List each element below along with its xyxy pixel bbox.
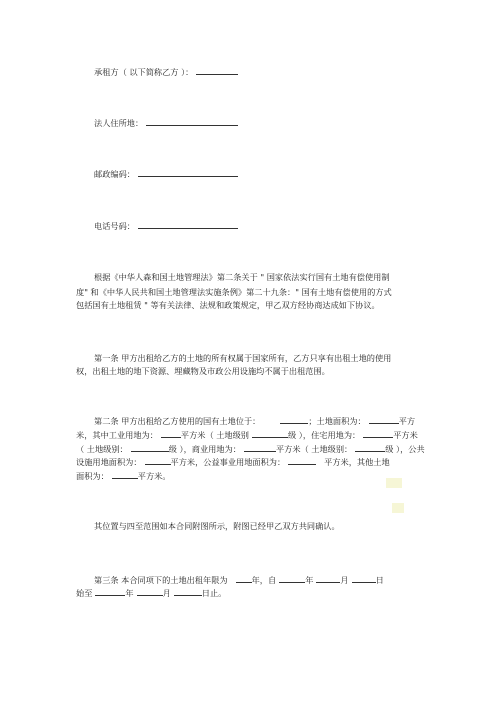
article3-text: 年: [125, 588, 134, 598]
article2-line-2: [76, 429, 418, 441]
article3-text: 日: [375, 575, 384, 585]
article2-text: 级 ），住宅用地为：: [288, 430, 361, 440]
article2-text: 级 ），商业用地为：: [168, 444, 241, 454]
start-day-field[interactable]: [352, 574, 376, 583]
article2-text: 设施用地面积为：: [76, 457, 142, 467]
postal-code-label: 邮政编码：: [94, 169, 135, 179]
preamble-line-2: 度" 和《中华人民共和国土地管理法实施条例》第二十九条：" 国有土地有偿使用的方式: [76, 287, 392, 297]
article2-text: 平方: [398, 416, 416, 426]
article2-text: 级 ），公共: [385, 444, 425, 454]
public-facility-area-field[interactable]: [145, 456, 171, 465]
public-welfare-area-field[interactable]: [288, 456, 316, 465]
land-area-field[interactable]: [369, 415, 399, 424]
lessee-label: 承租方（ 以下简称乙方 ）：: [94, 67, 194, 77]
industrial-area-field[interactable]: [161, 429, 181, 438]
commercial-grade-field[interactable]: [355, 443, 385, 452]
article2-text: 米，其中工业用地为：: [76, 430, 158, 440]
article2-text: 面积为：: [76, 471, 109, 481]
phone-label: 电话号码：: [94, 221, 135, 231]
scan-mark: [392, 503, 404, 513]
article2-line-3: [76, 443, 425, 455]
article2-text: 第二条 甲方出租给乙方使用的国有土地位于：: [94, 416, 261, 426]
article3-text: 始至: [76, 588, 93, 598]
commercial-area-field[interactable]: [244, 443, 276, 452]
industrial-grade-field[interactable]: [252, 429, 288, 438]
legal-address-label: 法人住所地：: [94, 118, 144, 128]
location-note: 其位置与四至范围如本合同附图所示，附图已经甲乙双方共同确认。: [94, 521, 340, 531]
article3-text: 第三条 本合同项下的土地出租年限为: [94, 575, 228, 585]
article2-text: 平方米（ 土地级别: [180, 430, 249, 440]
end-month-field[interactable]: [137, 587, 163, 596]
postal-code-field[interactable]: [138, 168, 238, 177]
legal-address-line: [94, 117, 238, 129]
article1-line-2: 权，出租土地的地下资源、埋藏物及市政公用设施均不属于出租范围。: [76, 366, 330, 376]
end-day-field[interactable]: [174, 587, 202, 596]
land-location-field[interactable]: [280, 415, 308, 424]
start-year-field[interactable]: [279, 574, 305, 583]
article1-line-1: 第一条 甲方出租给乙方的土地的所有权属于国家所有，乙方只享有出租土地的使用: [94, 353, 392, 363]
article2-text: 平方米，公益事业用地面积为：: [170, 457, 286, 467]
other-land-area-field[interactable]: [112, 470, 138, 479]
article2-text: 平方米: [393, 430, 418, 440]
article3-text: 日止。: [201, 588, 227, 598]
preamble-line-1: 根据《中华人森和国土地管理法》第二条关于 " 国家依法实行国有土地有偿使用制: [94, 272, 390, 282]
residential-grade-field[interactable]: [131, 443, 169, 452]
article3-line-2: [76, 587, 226, 599]
phone-field[interactable]: [138, 220, 238, 229]
residential-area-field[interactable]: [363, 429, 393, 438]
lease-years-field[interactable]: [236, 574, 252, 583]
article3-text: 月: [340, 575, 349, 585]
article3-line-1: [94, 574, 384, 586]
article2-text: 平方米（ 土地级别：: [275, 444, 353, 454]
start-month-field[interactable]: [316, 574, 340, 583]
phone-line: [94, 220, 238, 232]
preamble-line-3: 包括国有土地租赁 " 等有关法律、法规和政策规定，甲乙双方经协商达成如下协议。: [76, 300, 380, 310]
scan-mark: [386, 478, 402, 488]
article2-line-4: [76, 456, 390, 468]
article2-text: 平方米，其他土地: [324, 457, 390, 467]
lessee-line: [94, 66, 238, 78]
lessee-field[interactable]: [196, 66, 238, 75]
article2-line-5: [76, 470, 171, 482]
postal-code-line: [94, 168, 238, 180]
end-year-field[interactable]: [95, 587, 125, 596]
article2-text: ；土地面积为：: [308, 416, 366, 426]
article2-line-1: [94, 415, 415, 427]
article3-text: 年，自: [251, 575, 277, 585]
article3-text: 年: [305, 575, 314, 585]
article2-text: （ 土地级别：: [76, 444, 128, 454]
article3-text: 月: [162, 588, 171, 598]
legal-address-field[interactable]: [146, 117, 238, 126]
article2-text: 平方米。: [137, 471, 171, 481]
